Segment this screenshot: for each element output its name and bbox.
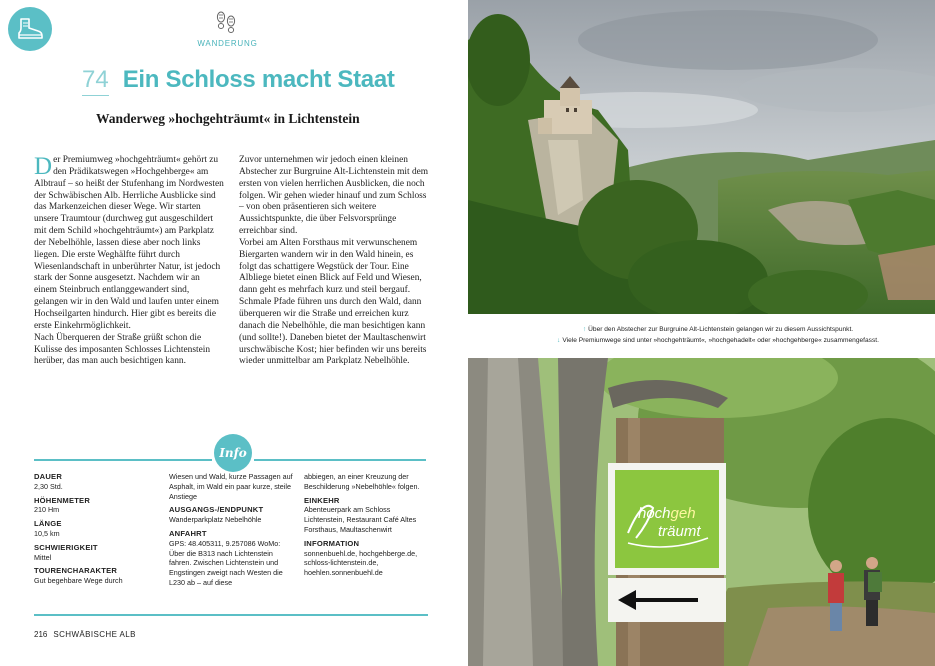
page-number: 216 <box>34 630 48 639</box>
info-value: Gut begehbare Wege durch <box>34 576 123 586</box>
caption-text: Über den Abstecher zur Burgruine Alt-Lichtenstein gelangen wir zu diesem Aussichtspunkt. <box>588 326 854 333</box>
hiking-boot-icon <box>16 16 44 42</box>
page-title <box>82 66 442 96</box>
info-value: 10,5 km <box>34 528 60 538</box>
info-heading: TOURENCHARAKTER <box>34 566 118 576</box>
body-column-1 <box>34 155 224 368</box>
drop-cap: D <box>34 153 53 180</box>
caption-text: Viele Premiumwege sind unter »hochgehträumt«, »hochgehadelt« oder »hochgehberge« zusammengefasst. <box>562 337 879 344</box>
info-badge <box>214 434 252 472</box>
info-value: Wanderparkplatz Nebelhöhle <box>169 515 262 525</box>
info-heading: INFORMATION <box>304 538 360 548</box>
trail-sign-illustration <box>468 358 935 666</box>
info-value: Abenteuerpark am Schloss Lichtenstein, Restaurant Café Altes Forsthaus, Maultaschenwirt <box>304 505 417 534</box>
title-text: Ein Schloss macht Staat <box>122 66 395 93</box>
info-divider <box>34 614 428 616</box>
castle-landscape-illustration <box>468 0 935 314</box>
info-heading: LÄNGE <box>34 519 62 529</box>
body-paragraph <box>34 155 224 333</box>
castle-landscape-photo <box>468 0 935 314</box>
photo-caption-1 <box>498 326 935 333</box>
trail-sign-photo <box>468 358 935 666</box>
right-page <box>468 0 935 666</box>
info-value: 2,30 Std. <box>34 481 63 491</box>
info-column-1 <box>34 472 162 586</box>
boot-prints-icon <box>215 11 237 37</box>
info-value: Wiesen und Wald, kurze Passagen auf Asphalt, im Wald ein paar kurze, steile Anstiege <box>169 472 293 501</box>
hiking-boot-badge <box>8 7 52 51</box>
section-label: WANDERUNG <box>197 39 258 48</box>
body-paragraph: Vorbei am Alten Forsthaus mit verwunschenem Biergarten wandern wir in den Wald hinein, es folgt das schattigere Wegstück der Tour. Eine Albliege bietet einen Blick auf Feld und Wiesen, dann geht es mehrfach kurz und steil bergauf. Schmale Pfade führen uns durch den Wald, dann überqueren wir die Straße und erreichen kurz danach die Nebelhöhle, die man besichtigen kann (und sollte!). Daneben bietet der Maultaschenwirt urschwäbische Kost; hier befinden wir uns bereits wieder unmittelbar am Parkplatz Nebelhöhle. <box>239 237 427 367</box>
sign-text-line1: hochgeh <box>638 505 696 522</box>
sign-text-line2: träumt <box>658 523 701 540</box>
body-paragraph: Zuvor unternehmen wir jedoch einen kleinen Abstecher zur Burgruine Alt-Lichtenstein mit dem ersten von vielen herrlichen Ausblicken, die noch folgen. Wir gehen wieder hinauf und zum Schloss – von oben präsentieren sich weitere Aussichtspunkte, die über Felsvorsprünge erreichbar sind. <box>239 155 429 237</box>
info-badge-label: Info <box>219 446 247 460</box>
info-value: 210 Hm <box>34 505 60 515</box>
info-heading: EINKEHR <box>304 495 340 505</box>
info-heading: AUSGANGS-/ENDPUNKT <box>169 505 264 515</box>
info-value: GPS: 48.405311, 9.257086 WoMo: Über die B313 nach Lichtenstein fahren. Zwischen Lichtenstein und Engstingen zweigt nach Westen die L230 ab – auf diese <box>169 538 283 587</box>
tour-number: 74 <box>82 66 109 96</box>
info-divider <box>254 459 426 461</box>
info-value: sonnenbuehl.de, hochgehberge.de, schloss-lichtenstein.de, hoehlen.sonnenbuehl.de <box>304 548 418 578</box>
info-heading: DAUER <box>34 472 63 481</box>
info-column-2 <box>169 472 297 588</box>
paragraph-text: er Premiumweg »hochgehträumt« gehört zu den Prädikatswegen »Hochgehberge« am Albtrauf – so heißt der Stufenhang im Nordwesten der Schwäbischen Alb. Herrliche Ausblicke sind das Markenzeichen dieser Wege. Wir starten unsere Traumtour (durchweg gut ausgeschildert mit dem Schild »hochgehträumt«) am Parkplatz der Nebelhöhle, lassen diese aber noch links liegen. Die erste Weghälfte führt durch Wiesenlandschaft in unberührter Natur, ist jedoch stark der Sonne ausgesetzt. Nachdem wir an einem Steinbruch entlanggewandert sind, gelangen wir in den Wald und laufen unter einem Hochseilgarten hindurch. Hier gibt es bereits die erste Einkehrmöglichkeit. <box>34 155 224 331</box>
subtitle: Wanderweg »hochgehträumt« in Lichtenstein <box>96 111 360 126</box>
arrow-down-icon: ↓ <box>557 337 561 344</box>
arrow-up-icon: ↑ <box>582 326 587 333</box>
body-column-2 <box>239 155 430 368</box>
info-heading: ANFAHRT <box>169 528 207 538</box>
info-value: abbiegen, an einer Kreuzung der Beschilderung »Nebelhöhle« folgen. <box>304 472 420 491</box>
info-heading: SCHWIERIGKEIT <box>34 542 98 552</box>
info-divider <box>34 459 212 461</box>
body-paragraph: Nach Überqueren der Straße grüßt schon die Kulisse des imposanten Schlosses Lichtenstein herüber, das man auch besichtigen kann. <box>34 332 211 367</box>
info-column-3 <box>304 472 428 578</box>
info-heading: HÖHENMETER <box>34 495 91 505</box>
info-value: Mittel <box>34 552 52 562</box>
footer-section: SCHWÄBISCHE ALB <box>53 630 136 639</box>
page-footer <box>34 630 136 639</box>
photo-caption-2 <box>498 337 935 344</box>
